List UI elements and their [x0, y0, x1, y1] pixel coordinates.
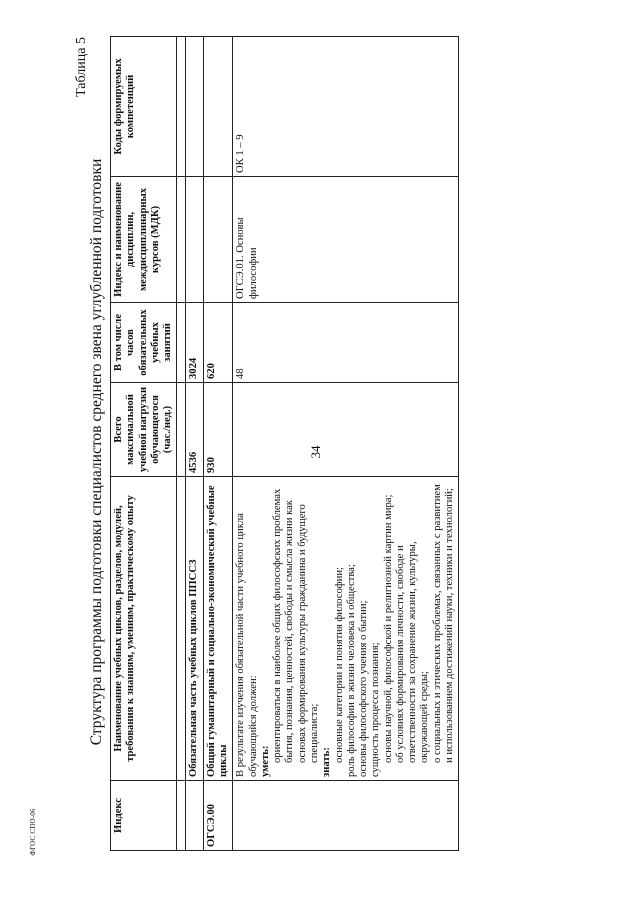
structure-table — [110, 36, 459, 851]
header-index: Индекс — [111, 781, 177, 851]
requirement-heading: знать: — [321, 747, 333, 777]
cell-included: 620 — [203, 303, 233, 383]
table-header-row — [111, 37, 177, 851]
requirement-heading: уметь: — [259, 745, 271, 777]
cell-codes: ОК 1 – 9 — [233, 37, 459, 177]
cell-name: Общий гуманитарный и социально-экономический учебные циклы — [203, 477, 233, 781]
cell-requirements — [233, 477, 459, 781]
requirement-line: роль философии в жизни человека и общества; — [345, 564, 357, 777]
cell-discipline — [203, 177, 233, 303]
requirement-line: ориентироваться в наиболее общих философских проблемах бытия, познания, ценностей, свободы и смысла жизни как основах формирования культуры гражданина и будущего специалиста; — [272, 488, 320, 763]
table-row-mandatory — [186, 37, 203, 851]
footer-code: ФГОС СПО-06 — [29, 808, 37, 856]
requirement-line: основные категории и понятия философии; — [333, 567, 345, 763]
cell-included: 48 — [233, 303, 459, 383]
cell-codes — [203, 37, 233, 177]
header-discipline: Индекс и наименование дисциплин, междисциплинарных курсов (МДК) — [111, 177, 177, 303]
header-included: В том числе часов обязательных учебных занятий — [111, 303, 177, 383]
table-row-ogse — [203, 37, 233, 851]
table-label: Таблица 5 — [74, 37, 89, 97]
cell-index — [186, 781, 203, 851]
requirement-line: сущность процесса познания; — [370, 642, 382, 777]
table-row-philosophy — [233, 37, 459, 851]
cell-total: 4536 — [186, 383, 203, 477]
cell-discipline — [186, 177, 203, 303]
header-name: Наименование учебных циклов, разделов, модулей, требования к знаниям, умениям, практическому опыту — [111, 477, 177, 781]
cell-total: 930 — [203, 383, 233, 477]
cell-discipline: ОГСЭ.01. Основы философии — [233, 177, 459, 303]
cell-codes — [186, 37, 203, 177]
header-codes: Коды формируемых компетенций — [111, 37, 177, 177]
cell-total — [233, 383, 459, 477]
rotated-page-content — [70, 37, 570, 867]
cell-index — [233, 781, 459, 851]
document-title: Структура программы подготовки специалистов среднего звена углубленной подготовки — [88, 158, 105, 746]
separator-row — [177, 37, 186, 851]
requirement-line: основы философского учения о бытии; — [358, 600, 370, 777]
page-number: 34 — [308, 445, 323, 459]
requirement-line: В результате изучения обязательной части учебного цикла обучающийся должен: — [235, 513, 259, 777]
requirement-line: о социальных и этических проблемах, связанных с развитием и использованием достижений науки, техники и технологий; — [431, 484, 456, 763]
cell-name: Обязательная часть учебных циклов ППССЗ — [186, 477, 203, 781]
header-total: Всего максимальной учебной нагрузки обучающегося (час./нед.) — [111, 383, 177, 477]
requirement-line: основы научной, философской и религиозной картин мира; — [382, 494, 394, 763]
cell-index: ОГСЭ.00 — [203, 781, 233, 851]
cell-included: 3024 — [186, 303, 203, 383]
requirement-line: об условиях формирования личности, свободе и ответственности за сохранение жизни, культуры, окружающей среды; — [394, 541, 431, 763]
